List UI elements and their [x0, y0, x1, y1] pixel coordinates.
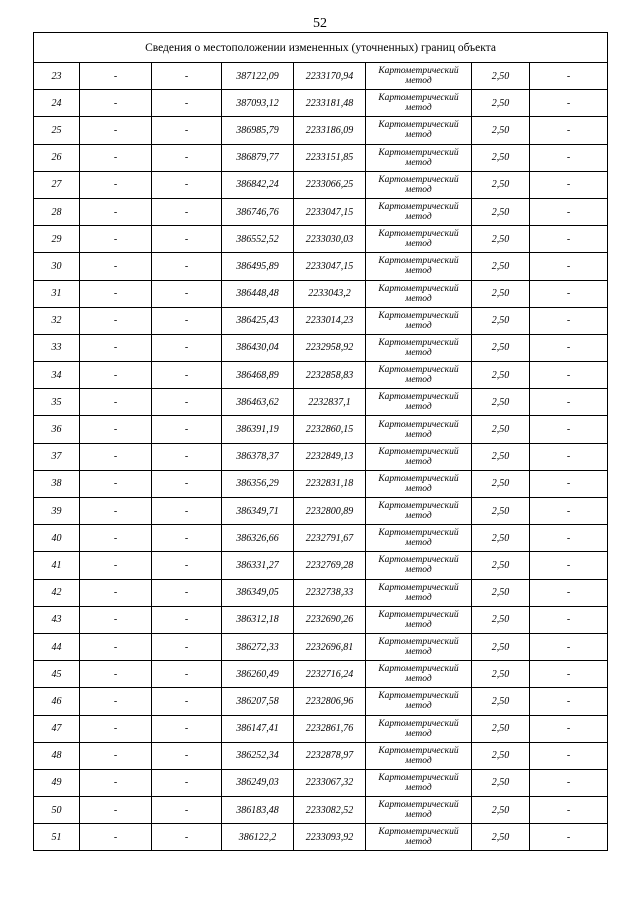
table-row [34, 715, 608, 742]
new-y-cell: 2233151,85 [294, 144, 366, 171]
accuracy-cell: 2,50 [472, 362, 530, 389]
table-header-row [34, 33, 608, 63]
table-row [34, 253, 608, 280]
method-cell: Картометрический метод [366, 552, 472, 579]
method-cell: Картометрический метод [366, 688, 472, 715]
point-number-cell: 24 [34, 90, 80, 117]
description-cell: - [530, 606, 608, 633]
method-cell: Картометрический метод [366, 280, 472, 307]
new-y-cell: 2232958,92 [294, 334, 366, 361]
new-y-cell: 2233067,32 [294, 769, 366, 796]
table-row [34, 797, 608, 824]
description-cell: - [530, 416, 608, 443]
new-y-cell: 2233093,92 [294, 824, 366, 851]
description-cell: - [530, 334, 608, 361]
new-x-cell: 387093,12 [222, 90, 294, 117]
new-y-cell: 2233030,03 [294, 226, 366, 253]
method-cell: Картометрический метод [366, 769, 472, 796]
point-number-cell: 28 [34, 198, 80, 225]
old-y-cell: - [152, 416, 222, 443]
accuracy-cell: 2,50 [472, 824, 530, 851]
old-y-cell: - [152, 769, 222, 796]
new-x-cell: 386260,49 [222, 661, 294, 688]
method-cell: Картометрический метод [366, 226, 472, 253]
method-cell: Картометрический метод [366, 498, 472, 525]
accuracy-cell: 2,50 [472, 253, 530, 280]
method-cell: Картометрический метод [366, 443, 472, 470]
boundary-coordinates-table [33, 32, 608, 851]
accuracy-cell: 2,50 [472, 90, 530, 117]
old-x-cell: - [80, 552, 152, 579]
table-row [34, 416, 608, 443]
page-number: 52 [313, 16, 327, 31]
old-x-cell: - [80, 824, 152, 851]
description-cell: - [530, 63, 608, 90]
old-y-cell: - [152, 253, 222, 280]
new-x-cell: 386349,05 [222, 579, 294, 606]
point-number-cell: 45 [34, 661, 80, 688]
table-row [34, 661, 608, 688]
method-cell: Картометрический метод [366, 633, 472, 660]
point-number-cell: 51 [34, 824, 80, 851]
description-cell: - [530, 824, 608, 851]
method-cell: Картометрический метод [366, 606, 472, 633]
description-cell: - [530, 226, 608, 253]
new-y-cell: 2232861,76 [294, 715, 366, 742]
old-y-cell: - [152, 198, 222, 225]
method-cell: Картометрический метод [366, 389, 472, 416]
table-row [34, 144, 608, 171]
old-x-cell: - [80, 443, 152, 470]
new-x-cell: 386985,79 [222, 117, 294, 144]
method-cell: Картометрический метод [366, 470, 472, 497]
point-number-cell: 35 [34, 389, 80, 416]
description-cell: - [530, 498, 608, 525]
old-y-cell: - [152, 280, 222, 307]
old-x-cell: - [80, 579, 152, 606]
new-x-cell: 386879,77 [222, 144, 294, 171]
point-number-cell: 42 [34, 579, 80, 606]
new-y-cell: 2233043,2 [294, 280, 366, 307]
old-y-cell: - [152, 443, 222, 470]
new-y-cell: 2233170,94 [294, 63, 366, 90]
old-y-cell: - [152, 144, 222, 171]
point-number-cell: 43 [34, 606, 80, 633]
old-y-cell: - [152, 525, 222, 552]
new-y-cell: 2233047,15 [294, 253, 366, 280]
description-cell: - [530, 715, 608, 742]
old-x-cell: - [80, 307, 152, 334]
accuracy-cell: 2,50 [472, 334, 530, 361]
old-x-cell: - [80, 389, 152, 416]
method-cell: Картометрический метод [366, 416, 472, 443]
table-row [34, 362, 608, 389]
point-number-cell: 46 [34, 688, 80, 715]
new-y-cell: 2232831,18 [294, 470, 366, 497]
description-cell: - [530, 307, 608, 334]
old-x-cell: - [80, 171, 152, 198]
table-row [34, 525, 608, 552]
new-x-cell: 386425,43 [222, 307, 294, 334]
old-y-cell: - [152, 63, 222, 90]
new-x-cell: 386312,18 [222, 606, 294, 633]
old-y-cell: - [152, 307, 222, 334]
old-y-cell: - [152, 117, 222, 144]
old-x-cell: - [80, 416, 152, 443]
accuracy-cell: 2,50 [472, 498, 530, 525]
accuracy-cell: 2,50 [472, 525, 530, 552]
accuracy-cell: 2,50 [472, 171, 530, 198]
old-x-cell: - [80, 280, 152, 307]
old-x-cell: - [80, 144, 152, 171]
method-cell: Картометрический метод [366, 362, 472, 389]
table-row [34, 226, 608, 253]
description-cell: - [530, 90, 608, 117]
point-number-cell: 30 [34, 253, 80, 280]
new-x-cell: 386249,03 [222, 769, 294, 796]
accuracy-cell: 2,50 [472, 63, 530, 90]
point-number-cell: 33 [34, 334, 80, 361]
new-y-cell: 2233066,25 [294, 171, 366, 198]
new-x-cell: 386495,89 [222, 253, 294, 280]
accuracy-cell: 2,50 [472, 389, 530, 416]
accuracy-cell: 2,50 [472, 633, 530, 660]
new-y-cell: 2233014,23 [294, 307, 366, 334]
new-x-cell: 387122,09 [222, 63, 294, 90]
old-x-cell: - [80, 90, 152, 117]
accuracy-cell: 2,50 [472, 280, 530, 307]
accuracy-cell: 2,50 [472, 661, 530, 688]
new-x-cell: 386842,24 [222, 171, 294, 198]
old-x-cell: - [80, 688, 152, 715]
accuracy-cell: 2,50 [472, 198, 530, 225]
point-number-cell: 27 [34, 171, 80, 198]
new-y-cell: 2232806,96 [294, 688, 366, 715]
table-row [34, 633, 608, 660]
point-number-cell: 36 [34, 416, 80, 443]
point-number-cell: 39 [34, 498, 80, 525]
point-number-cell: 44 [34, 633, 80, 660]
point-number-cell: 49 [34, 769, 80, 796]
method-cell: Картометрический метод [366, 525, 472, 552]
point-number-cell: 29 [34, 226, 80, 253]
accuracy-cell: 2,50 [472, 307, 530, 334]
old-y-cell: - [152, 742, 222, 769]
new-y-cell: 2232716,24 [294, 661, 366, 688]
new-x-cell: 386552,52 [222, 226, 294, 253]
table-row [34, 443, 608, 470]
method-cell: Картометрический метод [366, 742, 472, 769]
point-number-cell: 37 [34, 443, 80, 470]
new-y-cell: 2232769,28 [294, 552, 366, 579]
new-y-cell: 2232858,83 [294, 362, 366, 389]
new-x-cell: 386356,29 [222, 470, 294, 497]
old-x-cell: - [80, 606, 152, 633]
new-x-cell: 386331,27 [222, 552, 294, 579]
old-y-cell: - [152, 715, 222, 742]
table-row [34, 688, 608, 715]
new-x-cell: 386746,76 [222, 198, 294, 225]
table-row [34, 334, 608, 361]
accuracy-cell: 2,50 [472, 606, 530, 633]
new-x-cell: 386463,62 [222, 389, 294, 416]
point-number-cell: 26 [34, 144, 80, 171]
new-y-cell: 2232860,15 [294, 416, 366, 443]
point-number-cell: 34 [34, 362, 80, 389]
new-y-cell: 2232696,81 [294, 633, 366, 660]
description-cell: - [530, 280, 608, 307]
method-cell: Картометрический метод [366, 90, 472, 117]
new-x-cell: 386349,71 [222, 498, 294, 525]
new-x-cell: 386468,89 [222, 362, 294, 389]
description-cell: - [530, 797, 608, 824]
method-cell: Картометрический метод [366, 144, 472, 171]
new-y-cell: 2232738,33 [294, 579, 366, 606]
table-row [34, 579, 608, 606]
table-row [34, 307, 608, 334]
accuracy-cell: 2,50 [472, 715, 530, 742]
method-cell: Картометрический метод [366, 824, 472, 851]
method-cell: Картометрический метод [366, 661, 472, 688]
new-x-cell: 386207,58 [222, 688, 294, 715]
old-y-cell: - [152, 797, 222, 824]
old-y-cell: - [152, 633, 222, 660]
table-row [34, 824, 608, 851]
old-y-cell: - [152, 334, 222, 361]
point-number-cell: 38 [34, 470, 80, 497]
new-x-cell: 386326,66 [222, 525, 294, 552]
method-cell: Картометрический метод [366, 334, 472, 361]
old-x-cell: - [80, 769, 152, 796]
new-y-cell: 2233082,52 [294, 797, 366, 824]
new-y-cell: 2233186,09 [294, 117, 366, 144]
method-cell: Картометрический метод [366, 253, 472, 280]
table-row [34, 769, 608, 796]
method-cell: Картометрический метод [366, 63, 472, 90]
old-y-cell: - [152, 661, 222, 688]
point-number-cell: 23 [34, 63, 80, 90]
new-x-cell: 386183,48 [222, 797, 294, 824]
old-x-cell: - [80, 334, 152, 361]
point-number-cell: 50 [34, 797, 80, 824]
point-number-cell: 47 [34, 715, 80, 742]
new-x-cell: 386378,37 [222, 443, 294, 470]
description-cell: - [530, 144, 608, 171]
accuracy-cell: 2,50 [472, 443, 530, 470]
description-cell: - [530, 443, 608, 470]
old-x-cell: - [80, 633, 152, 660]
old-y-cell: - [152, 552, 222, 579]
new-y-cell: 2232690,26 [294, 606, 366, 633]
old-y-cell: - [152, 171, 222, 198]
new-y-cell: 2232837,1 [294, 389, 366, 416]
description-cell: - [530, 253, 608, 280]
accuracy-cell: 2,50 [472, 688, 530, 715]
description-cell: - [530, 661, 608, 688]
new-x-cell: 386448,48 [222, 280, 294, 307]
table-row [34, 198, 608, 225]
accuracy-cell: 2,50 [472, 579, 530, 606]
table-row [34, 63, 608, 90]
old-x-cell: - [80, 253, 152, 280]
description-cell: - [530, 171, 608, 198]
new-y-cell: 2233181,48 [294, 90, 366, 117]
new-y-cell: 2232791,67 [294, 525, 366, 552]
accuracy-cell: 2,50 [472, 552, 530, 579]
method-cell: Картометрический метод [366, 307, 472, 334]
description-cell: - [530, 389, 608, 416]
old-y-cell: - [152, 606, 222, 633]
description-cell: - [530, 552, 608, 579]
description-cell: - [530, 470, 608, 497]
old-x-cell: - [80, 498, 152, 525]
accuracy-cell: 2,50 [472, 226, 530, 253]
table-row [34, 470, 608, 497]
old-y-cell: - [152, 824, 222, 851]
old-y-cell: - [152, 688, 222, 715]
description-cell: - [530, 525, 608, 552]
point-number-cell: 48 [34, 742, 80, 769]
new-x-cell: 386430,04 [222, 334, 294, 361]
point-number-cell: 41 [34, 552, 80, 579]
description-cell: - [530, 362, 608, 389]
description-cell: - [530, 742, 608, 769]
new-x-cell: 386122,2 [222, 824, 294, 851]
table-row [34, 742, 608, 769]
old-y-cell: - [152, 470, 222, 497]
accuracy-cell: 2,50 [472, 470, 530, 497]
point-number-cell: 25 [34, 117, 80, 144]
method-cell: Картометрический метод [366, 715, 472, 742]
old-y-cell: - [152, 90, 222, 117]
point-number-cell: 31 [34, 280, 80, 307]
table-row [34, 171, 608, 198]
old-x-cell: - [80, 117, 152, 144]
new-y-cell: 2232800,89 [294, 498, 366, 525]
old-y-cell: - [152, 498, 222, 525]
table-row [34, 552, 608, 579]
accuracy-cell: 2,50 [472, 797, 530, 824]
table-row [34, 389, 608, 416]
method-cell: Картометрический метод [366, 797, 472, 824]
table-row [34, 606, 608, 633]
description-cell: - [530, 633, 608, 660]
accuracy-cell: 2,50 [472, 117, 530, 144]
old-y-cell: - [152, 389, 222, 416]
table-row [34, 280, 608, 307]
new-y-cell: 2233047,15 [294, 198, 366, 225]
method-cell: Картометрический метод [366, 198, 472, 225]
method-cell: Картометрический метод [366, 117, 472, 144]
new-x-cell: 386147,41 [222, 715, 294, 742]
old-y-cell: - [152, 579, 222, 606]
old-y-cell: - [152, 362, 222, 389]
new-x-cell: 386252,34 [222, 742, 294, 769]
old-x-cell: - [80, 742, 152, 769]
table-row [34, 90, 608, 117]
accuracy-cell: 2,50 [472, 416, 530, 443]
table-row [34, 117, 608, 144]
new-y-cell: 2232849,13 [294, 443, 366, 470]
old-x-cell: - [80, 63, 152, 90]
table-row [34, 498, 608, 525]
old-x-cell: - [80, 525, 152, 552]
accuracy-cell: 2,50 [472, 742, 530, 769]
description-cell: - [530, 198, 608, 225]
table-title: Сведения о местоположении измененных (уточненных) границ объекта [34, 33, 608, 63]
old-x-cell: - [80, 715, 152, 742]
new-y-cell: 2232878,97 [294, 742, 366, 769]
old-x-cell: - [80, 470, 152, 497]
description-cell: - [530, 688, 608, 715]
old-x-cell: - [80, 226, 152, 253]
method-cell: Картометрический метод [366, 171, 472, 198]
accuracy-cell: 2,50 [472, 769, 530, 796]
description-cell: - [530, 117, 608, 144]
accuracy-cell: 2,50 [472, 144, 530, 171]
new-x-cell: 386391,19 [222, 416, 294, 443]
description-cell: - [530, 579, 608, 606]
old-x-cell: - [80, 797, 152, 824]
new-x-cell: 386272,33 [222, 633, 294, 660]
description-cell: - [530, 769, 608, 796]
point-number-cell: 40 [34, 525, 80, 552]
old-x-cell: - [80, 661, 152, 688]
old-y-cell: - [152, 226, 222, 253]
point-number-cell: 32 [34, 307, 80, 334]
old-x-cell: - [80, 198, 152, 225]
old-x-cell: - [80, 362, 152, 389]
method-cell: Картометрический метод [366, 579, 472, 606]
